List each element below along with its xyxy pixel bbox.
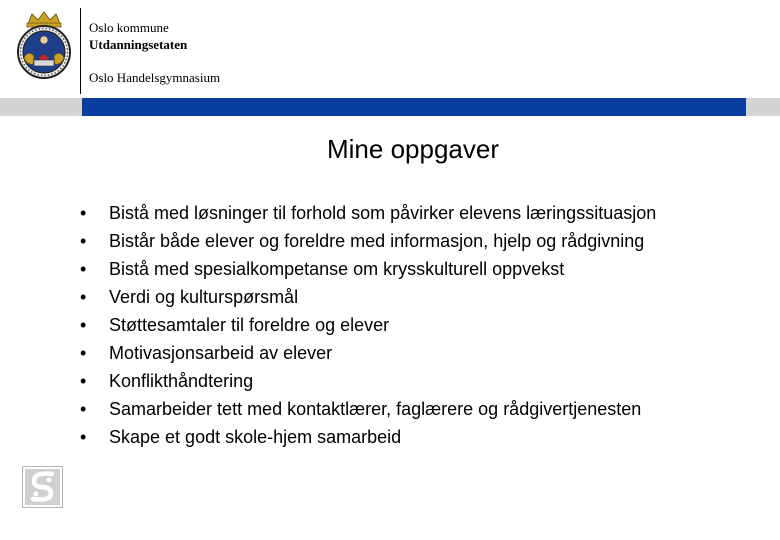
task-list bbox=[80, 199, 656, 451]
list-item bbox=[80, 311, 656, 339]
org-name: Oslo kommune bbox=[89, 20, 169, 35]
header-bar-left bbox=[0, 98, 82, 116]
bullet-icon: • bbox=[80, 287, 87, 307]
department-name: Utdanningsetaten bbox=[89, 37, 188, 52]
oslo-kommune-logo-icon bbox=[22, 466, 63, 508]
header-divider bbox=[80, 8, 81, 94]
list-item bbox=[80, 255, 656, 283]
bullet-icon: • bbox=[80, 343, 87, 363]
list-item-text: Samarbeider tett med kontaktlærer, faglærere og rådgivertjenesten bbox=[109, 399, 642, 419]
list-item-text: Konflikthåndtering bbox=[109, 371, 254, 391]
bullet-icon: • bbox=[80, 399, 87, 419]
header-bar-right bbox=[746, 98, 780, 116]
list-item-text: Bistår både elever og foreldre med informasjon, hjelp og rådgivning bbox=[109, 231, 645, 251]
header-accent-bar bbox=[82, 98, 746, 116]
list-item bbox=[80, 339, 656, 367]
list-item bbox=[80, 227, 656, 255]
list-item bbox=[80, 283, 656, 311]
list-item-text: Motivasjonsarbeid av elever bbox=[109, 343, 333, 363]
bullet-icon: • bbox=[80, 371, 87, 391]
list-item bbox=[80, 423, 656, 451]
school-name: Oslo Handelsgymnasium bbox=[89, 70, 221, 85]
list-item bbox=[80, 395, 656, 423]
list-item-text: Verdi og kulturspørsmål bbox=[109, 287, 299, 307]
bullet-icon: • bbox=[80, 203, 87, 223]
bullet-icon: • bbox=[80, 427, 87, 447]
list-item-text: Støttesamtaler til foreldre og elever bbox=[109, 315, 390, 335]
slide-title: Mine oppgaver bbox=[327, 134, 499, 164]
bullet-icon: • bbox=[80, 259, 87, 279]
bullet-icon: • bbox=[80, 231, 87, 251]
list-item-text: Skape et godt skole-hjem samarbeid bbox=[109, 427, 402, 447]
list-item-text: Bistå med løsninger til forhold som påvirker elevens læringssituasjon bbox=[109, 203, 657, 223]
oslo-coat-of-arms-icon bbox=[14, 10, 74, 82]
list-item bbox=[80, 367, 656, 395]
list-item bbox=[80, 199, 656, 227]
bullet-icon: • bbox=[80, 315, 87, 335]
list-item-text: Bistå med spesialkompetanse om krysskulturell oppvekst bbox=[109, 259, 565, 279]
